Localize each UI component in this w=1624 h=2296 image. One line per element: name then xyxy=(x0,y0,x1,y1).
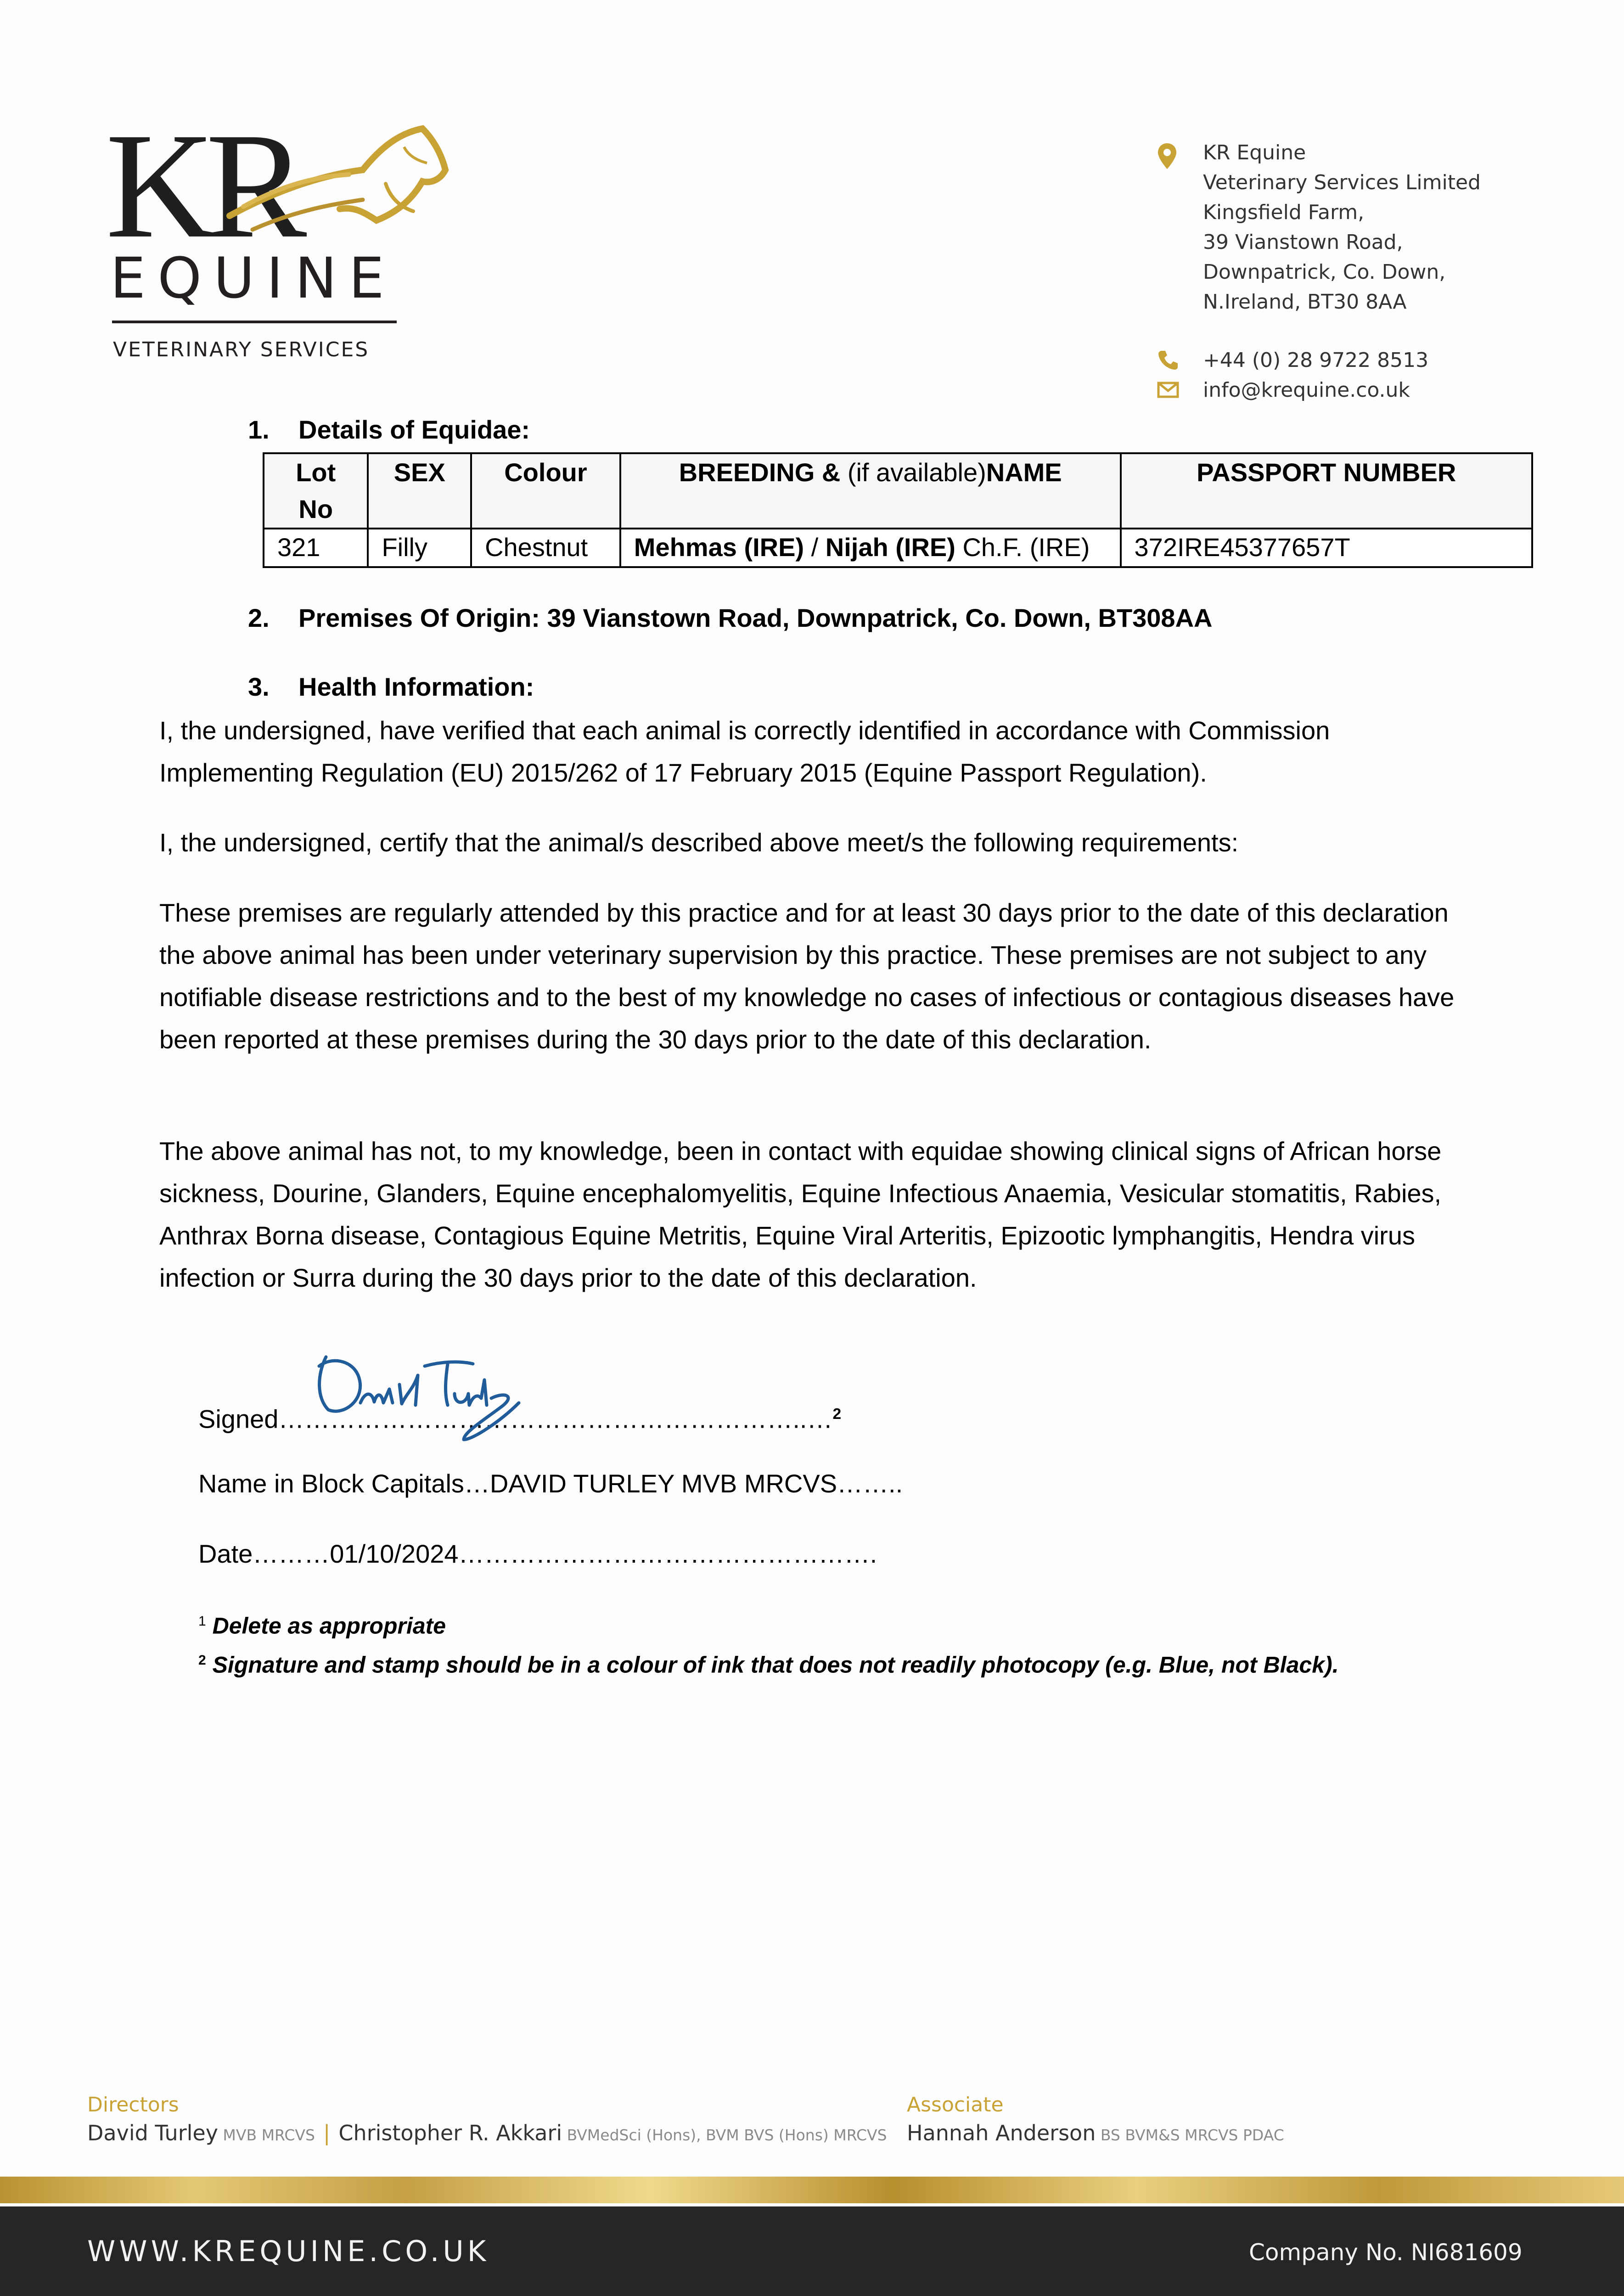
col-header-colour: Colour xyxy=(471,453,620,529)
block-capitals-name: Name in Block Capitals…DAVID TURLEY MVB MRCVS…….. xyxy=(198,1469,903,1498)
table-row xyxy=(264,529,1532,567)
address-line: Downpatrick, Co. Down, xyxy=(1203,260,1446,284)
logo-divider xyxy=(112,321,397,323)
sire-name: Mehmas (IRE) xyxy=(634,533,804,562)
footnote-1 xyxy=(198,1607,446,1640)
health-paragraph-identification: I, the undersigned, have verified that each animal is correctly identified in accordance with Commission Implementing Regulation (EU) 2015/262 of 17 February 2015 (Equine Passport Regulation). xyxy=(159,716,1330,787)
col-header-lot: Lot No xyxy=(264,453,368,529)
cell-lot: 321 xyxy=(264,529,368,567)
dam-name: Nijah (IRE) xyxy=(825,533,955,562)
section-heading-health xyxy=(248,672,534,702)
health-paragraph-diseases: The above animal has not, to my knowledge, been in contact with equidae showing clinical signs of African horse sickness, Dourine, Glanders, Equine encephalomyelitis, Equine Infectious Anaemia, Vesicular stomatitis, Rabies, Anthrax Borna disease, Contagious Equine Metritis, Equine Viral Arteritis, Epizootic lymphangitis, Hendra virus infection or Surra during the 30 days prior to the date of this declaration. xyxy=(159,1137,1442,1292)
section-heading-premises xyxy=(248,603,1212,633)
signed-label: Signed……………………………………………………..… xyxy=(198,1404,833,1434)
handwritten-signature xyxy=(308,1348,574,1453)
col-header-sex: SEX xyxy=(368,453,471,529)
section-number: 2. xyxy=(248,603,270,632)
phone-number[interactable]: +44 (0) 28 9722 8513 xyxy=(1203,349,1429,372)
health-paragraph-premises: These premises are regularly attended by this practice and for at least 30 days prior to the date of this declaration the above animal has been under veterinary supervision by this practice. These premises are not subject to any notifiable disease restrictions and to the best of my knowledge no cases of infectious or contagious diseases have been reported at these premises during the 30 days prior to the date of this declaration. xyxy=(159,898,1455,1054)
breeding-qualifier: (if available) xyxy=(840,458,986,487)
col-header-passport: PASSPORT NUMBER xyxy=(1121,453,1532,529)
equidae-details-table xyxy=(263,452,1533,568)
directors-names xyxy=(87,2122,887,2144)
envelope-icon xyxy=(1157,382,1179,398)
director-name: David Turley xyxy=(87,2121,218,2145)
company-address-block xyxy=(1203,138,1598,405)
table-header-row xyxy=(264,453,1532,529)
footnote-number: 2 xyxy=(198,1653,206,1668)
footnote-text: Signature and stamp should be in a colour of ink that does not readily photocopy (e.g. Blue, not Black). xyxy=(206,1652,1339,1678)
logo-wordmark: EQUINE xyxy=(110,246,396,311)
director-credentials: BVMedSci (Hons), BVM BVS (Hons) MRCVS xyxy=(562,2126,887,2144)
footnote-ref: 2 xyxy=(832,1406,842,1423)
director-name: Christopher R. Akkari xyxy=(338,2121,562,2145)
cell-sex: Filly xyxy=(368,529,471,567)
section-number: 3. xyxy=(248,672,270,701)
cell-breeding xyxy=(620,529,1121,567)
associate-label: Associate xyxy=(907,2093,1004,2116)
address-line: N.Ireland, BT30 8AA xyxy=(1203,290,1407,314)
associate-credentials: BS BVM&S MRCVS PDAC xyxy=(1096,2126,1284,2144)
section-title: Details of Equidae: xyxy=(298,415,530,444)
location-pin-icon xyxy=(1157,142,1177,170)
cell-colour: Chestnut xyxy=(471,529,620,567)
directors-label: Directors xyxy=(87,2093,179,2116)
phone-icon xyxy=(1157,349,1179,371)
gold-divider-band xyxy=(0,2177,1624,2203)
email-link[interactable]: info@krequine.co.uk xyxy=(1203,378,1410,402)
name-separator: | xyxy=(323,2121,331,2145)
director-credentials: MVB MRCVS xyxy=(218,2126,315,2144)
name-label: NAME xyxy=(986,458,1062,487)
footnote-text: Delete as appropriate xyxy=(206,1613,446,1639)
section-heading-equidae xyxy=(248,415,530,445)
breeding-label: BREEDING & xyxy=(679,458,841,487)
footnote-2 xyxy=(198,1646,1339,1679)
address-line: Veterinary Services Limited xyxy=(1203,171,1481,194)
horse-head-icon xyxy=(225,119,450,257)
address-line: KR Equine xyxy=(1203,141,1306,164)
logo-subtitle: VETERINARY SERVICES xyxy=(113,338,370,361)
health-paragraph-certify: I, the undersigned, certify that the animal/s described above meet/s the following requirements: xyxy=(159,828,1239,857)
company-logo xyxy=(106,102,445,367)
associate-name: Hannah Anderson xyxy=(907,2121,1096,2145)
col-header-breeding xyxy=(620,453,1121,529)
company-number: Company No. NI681609 xyxy=(1249,2239,1523,2266)
cell-passport: 372IRE45377657T xyxy=(1121,529,1532,567)
breeding-slash: / xyxy=(804,533,826,562)
address-line: Kingsfield Farm, xyxy=(1203,201,1365,224)
address-line: 39 Vianstown Road, xyxy=(1203,231,1403,254)
associate-name-line xyxy=(907,2122,1284,2144)
website-link[interactable]: WWW.KREQUINE.CO.UK xyxy=(87,2234,490,2268)
date-line: Date………01/10/2024…………………………………………. xyxy=(198,1539,877,1568)
footnote-number: 1 xyxy=(198,1614,206,1629)
breeding-suffix: Ch.F. (IRE) xyxy=(955,533,1090,562)
premises-of-origin: Premises Of Origin: 39 Vianstown Road, Downpatrick, Co. Down, BT308AA xyxy=(298,603,1213,632)
logo-monogram: KR xyxy=(106,102,298,270)
section-number: 1. xyxy=(248,415,270,444)
section-title: Health Information: xyxy=(298,672,534,701)
